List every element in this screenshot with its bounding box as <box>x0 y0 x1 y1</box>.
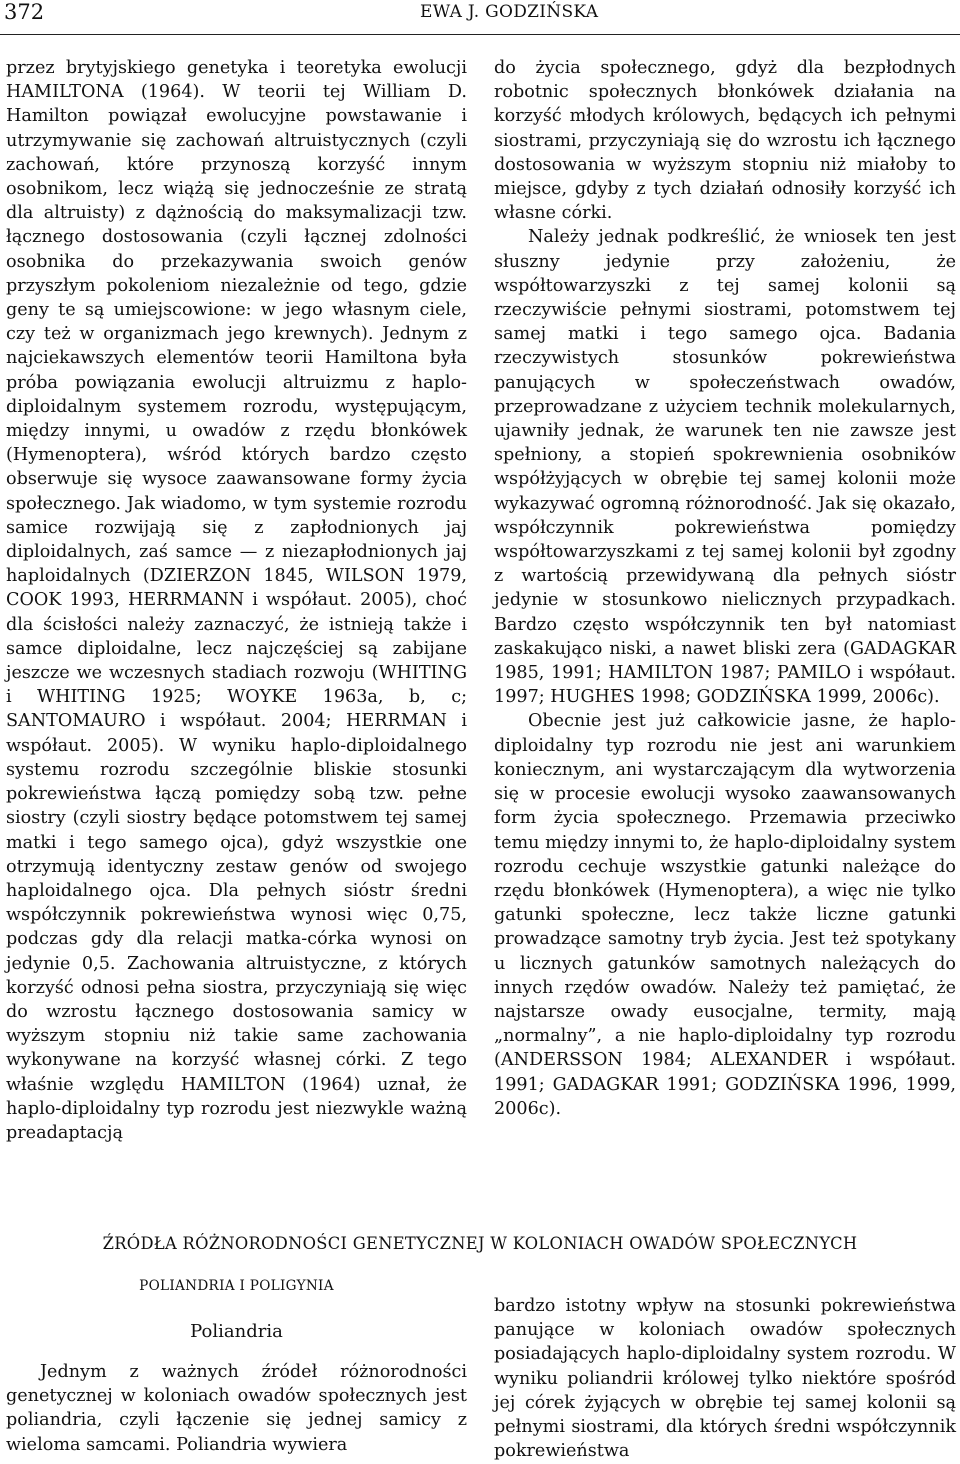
subsubsection-heading: Poliandria <box>190 1321 283 1342</box>
paragraph: Jednym z ważnych źródeł różnorodności genetycznej w koloniach owadów społecznych jest poliandria, czyli łączenie się jednej samicy z wieloma samcami. Poliandria wywiera <box>6 1362 467 1455</box>
page-number: 372 <box>4 0 45 24</box>
paragraph: do życia społecznego, gdyż dla bezpłodnych robotnic społecznych błonkówek działania na korzyść młodych królowych, będących ich pełnymi siostrami, przyczyniają się do wzrostu ich łącznego dostosowania w wyższym stopniu niż miałoby to miejsce, gdyby z tych działań odnosiły korzyść ich własne córki. <box>494 58 956 224</box>
paragraph: Należy jednak podkreślić, że wniosek ten jest słuszny jedynie przy założeniu, że współtowarzyszki z tej samej kolonii są rzeczywiście pełnymi siostrami, potomstwem tej samej matki i tego samego ojca. Badania rzeczywistych stosunków pokrewieństwa panujących w społeczeństwach owadów, przeprowadzane z użyciem technik molekularnych, ujawniły jednak, że warunek ten nie zawsze jest spełniony, a stopień spokrewnienia osobników współżyjących w obrębie tej samej kolonii może wykazywać ogromną różnorodność. Jak się okazało, współczynnik pokrewieństwa pomiędzy współtowarzyszkami z tej samej kolonii był zgodny z wartością przewidywaną dla pełnych sióstr jedynie w stosunkowo nielicznych przypadkach. Bardzo często współczynnik ten był natomiast zaskakująco niski, a nawet bliski zera (GADAGKAR 1985, 1991; HAMILTON 1987; PAMILO i współaut. 1997; HUGHES 1998; GODZIŃSKA 1999, 2006c). <box>494 227 956 708</box>
paragraph: przez brytyjskiego genetyka i teoretyka ewolucji HAMILTONA (1964). W teorii tej William D. Hamilton powiązał ewolucyjne powstawanie i utrzymywanie się zachowań altruistycznych (czyli zachowań, które przynoszą korzyść innym osobnikom, lecz wiążą się jednocześnie ze stratą dla altruisty) z dążnością do maksymalizacji tzw. łącznego dostosowania (czyli łącznej zdolności osobnika do przekazywania swoich genów przyszłym pokoleniom niezależnie od tego, gdzie geny te są umiejscowione: w jego własnym ciele, czy też w organizmach jego krewnych). Jednym z najciekawszych elementów teorii Hamiltona była próba powiązania ewolucji altruizmu z haplo-diploidalnym systemem rozrodu, występującym, między innymi, u owadów z rzędu błonkówek (Hymenoptera), wśród których bardzo często obserwuje się wysoce zaawansowane formy życia społecznego. Jak wiadomo, w tym systemie rozrodu samice rozwijają się z zapłodnionych jaj diploidalnych, zaś samce — z niezapłodnionych jaj haploidalnych (DZIERZON 1845, WILSON 1979, COOK 1993, HERRMANN i współaut. 2005), choć dla ścisłości należy zaznaczyć, że istnieją także i samce diploidalne, lecz najczęściej są zabijane jeszcze we wczesnych stadiach rozwoju (WHITING i WHITING 1925; WOYKE 1963a, b, c; SANTOMAURO i współaut. 2004; HERRMAN i współaut. 2005). W wyniku haplo-diploidalnego systemu rozrodu szczególnie bliskie stosunki pokrewieństwa łączą pomiędzy sobą tzw. pełne siostry (czyli siostry będące potomstwem tej samej matki i tego samego ojca), gdyż wszystkie one otrzymują identyczny zestaw genów od swojego haploidalnego ojca. Dla pełnych sióstr średni współczynnik pokrewieństwa wynosi więc 0,75, podczas gdy dla relacji matka-córka wynosi on jedynie 0,5. Zachowania altruistyczne, z których korzyść odnosi pełna siostra, przyczyniają się więc do wzrostu łącznego dostosowania samicy w wyższym stopniu niż takie same zachowania wykonywane na korzyść własnej córki. Z tego właśnie względu HAMILTON (1964) uznał, że haplo-diploidalny typ rozrodu jest niezwykle ważną preadaptacją <box>6 58 467 1143</box>
page-header <box>0 0 960 40</box>
subsection-heading: POLIANDRIA I POLIGYNIA <box>139 1278 334 1294</box>
running-head-author: EWA J. GODZIŃSKA <box>420 2 599 22</box>
paragraph: bardzo istotny wpływ na stosunki pokrewieństwa panujące w koloniach owadów społecznych posiadających haplo-diploidalny system rozrodu. W wyniku poliandrii królowej tylko niektóre spośród jej córek żyjących w obrębie tej samej kolonii są pełnymi siostrami, dla których średni współczynnik pokrewieństwa <box>494 1296 956 1462</box>
section-heading: ŹRÓDŁA RÓŻNORODNOŚCI GENETYCZNEJ W KOLONIACH OWADÓW SPOŁECZNYCH <box>102 1234 858 1253</box>
header-rule <box>0 34 960 35</box>
right-column <box>494 56 956 1121</box>
left-column <box>6 56 467 1145</box>
paragraph: Obecnie jest już całkowicie jasne, że haplo-diploidalny typ rozrodu nie jest ani warunkiem koniecznym, ani wystarczającym dla wytworzenia się w procesie ewolucji wysoko zaawansowanych form życia społecznego. Przemawia przeciwko temu między innymi to, że haplo-diploidalny system rozrodu cechuje wszystkie gatunki należące do rzędu błonkówek (Hymenoptera), a więc nie tylko gatunki społeczne, lecz także liczne gatunki prowadzące samotny tryb życia. Jest też spotykany u licznych gatunków samotnych należących do innych rzędów owadów. Należy też pamiętać, że najstarsze owady eusocjalne, termity, mają „normalny”, a nie haplo-diploidalny typ rozrodu (ANDERSSON 1984; ALEXANDER i współaut. 1991; GADAGKAR 1991; GODZIŃSKA 1996, 1999, 2006c). <box>494 711 956 1119</box>
